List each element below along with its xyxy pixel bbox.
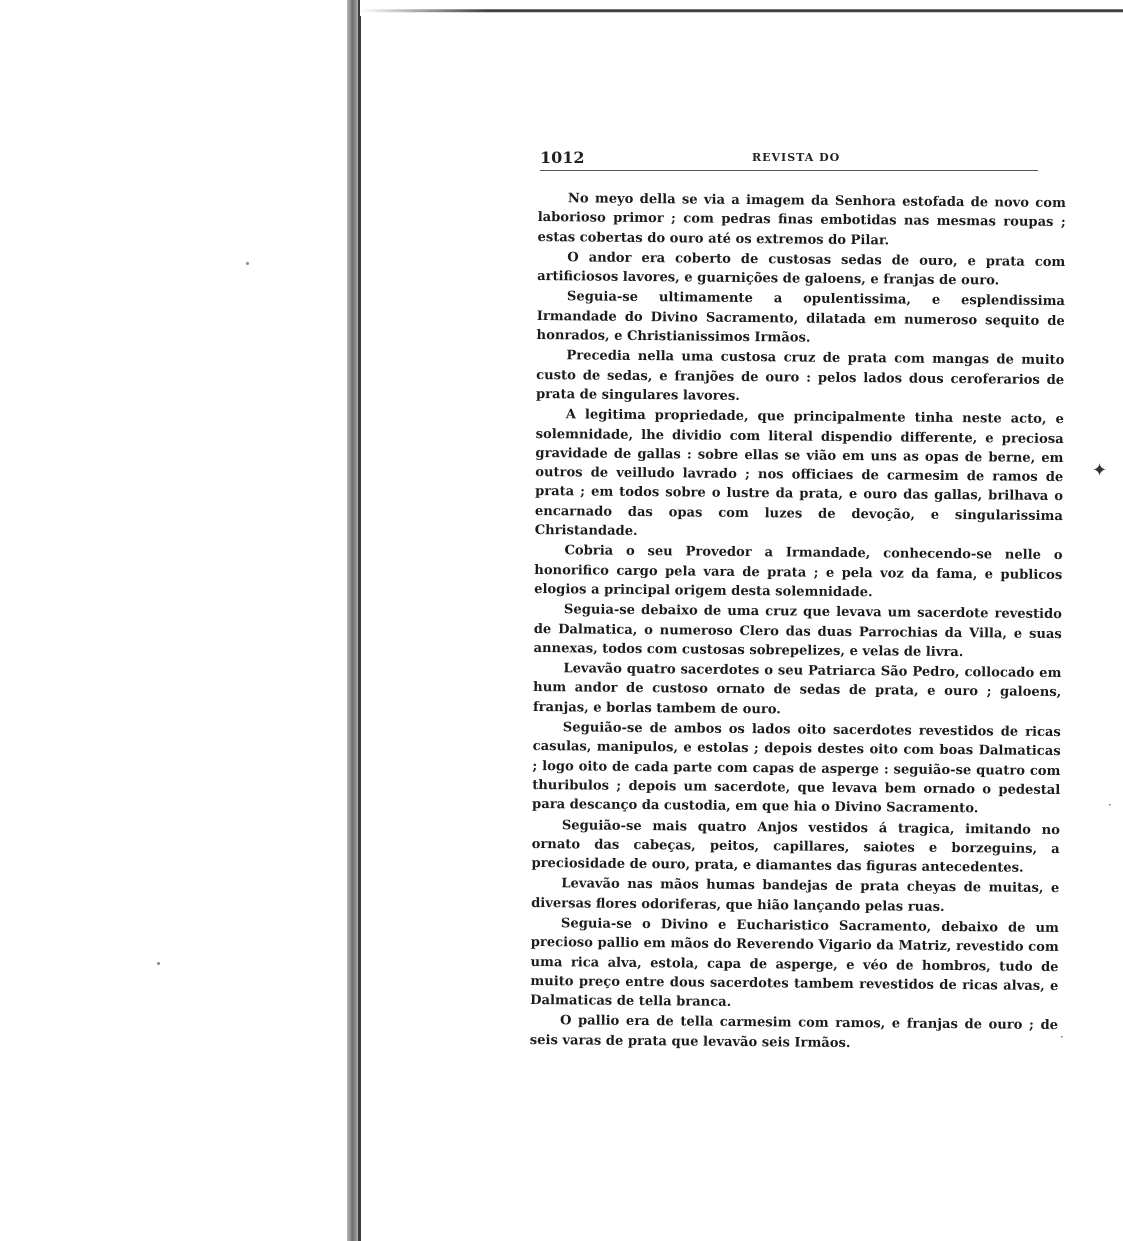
- paper-speck: [157, 962, 160, 965]
- paragraph: Levavão nas mãos humas bandejas de prata cheyas de muitas, e diversas flores odoriferas, que hião lançando pelas ruas.: [531, 876, 1060, 915]
- paragraph: Cobria o seu Provedor a Irmandade, conhecendo-se nelle o honorifico cargo pela vara de prata ; e pela voz da fama, e publicos elogios a principal origem desta solemnidade.: [534, 543, 1063, 601]
- paragraph: A legitima propriedade, que principalmente tinha neste acto, e solemnidade, lhe dividio com literal dispendio differente, e preciosa gravidade de gallas : sobre ellas se vião em uns as opas de berne, em outros de veilludo lavrado ; nos officiaes de carmesim de ramos de prata ; em todos sobre o lustre da prata, e ouro das gallas, brilhava o encarnado das opas com luzes de devoção, e singularissima Christandade.: [534, 407, 1064, 540]
- left-margin: [0, 0, 352, 1241]
- running-head: [540, 146, 1038, 171]
- paragraph: Levavão quatro sacerdotes o seu Patriarca São Pedro, collocado em hum andor de custoso ornato de sedas de prata, e ouro ; galoens, franjas, e borlas tambem de ouro.: [532, 661, 1062, 718]
- paragraph: Precedia nella uma custosa cruz de prata com mangas de muito custo de sedas, e franjões de ouro : pelos lados dous ceroferarios de prata de singulares lavores.: [535, 348, 1065, 404]
- paragraph: O pallio era de tella carmesim com ramos, e franjas de ouro ; de seis varas de prata que levavão seis Irmãos.: [529, 1013, 1059, 1051]
- paragraph: O andor era coberto de custosas sedas de ouro, e prata com artificiosos lavores, e guarnições de galoens, e franjas de ouro.: [537, 250, 1066, 289]
- paragraph: Seguião-se de ambos os lados oito sacerdotes revestidos de ricas casulas, manipulos, e estolas ; depois destes oito com boas Dalmaticas ; logo oito de cada parte com capas de asperge : seguião-se quatro com thuribulos ; depois um sacerdote, que levava bem ornado o pedestal para descanço da custodia, em que hia o Divino Sacramento.: [532, 720, 1061, 817]
- paper-speck: [246, 262, 249, 265]
- page-top-edge-fade: [360, 0, 490, 16]
- margin-mark: ·: [1060, 1030, 1064, 1044]
- paragraph: Seguia-se o Divino e Eucharistico Sacramento, debaixo de um precioso pallio em mãos do Reverendo Vigario da Matriz, revestido com uma rica alva, estola, capa de asperge, e véo de hombros, tudo de muito preço entre dous sacerdotes tambem revestidos de ricas alvas, e Dalmaticas de tella branca.: [530, 916, 1059, 1011]
- paragraph: Seguião-se mais quatro Anjos vestidos á tragica, imitando no ornato das cabeças, peitos, capillares, saiotes e borzeguins, a preciosidade de ouro, prata, e diamantes das figuras antecedentes.: [531, 817, 1060, 876]
- margin-mark: ✦: [1092, 460, 1108, 481]
- paragraph: Seguia-se ultimamente a opulentissima, e esplendissima Irmandade do Divino Sacramento, dilatada em numeroso sequito de honrados, e Christianissimos Irmãos.: [536, 289, 1066, 346]
- margin-mark: ·: [1108, 798, 1112, 812]
- paragraph: Seguia-se debaixo de uma cruz que levava um sacerdote revestido de Dalmatica, o numeroso Clero das duas Parrochias da Villa, e suas annexas, todos com custosas sobrepelizes, e velas de livra.: [533, 602, 1063, 660]
- page-number: 1012: [540, 148, 585, 167]
- body-text: [530, 189, 1066, 1055]
- paragraph: No meyo della se via a imagem da Senhora estofada de novo com laborioso primor ; com pedras finas embotidas nas mesmas roupas ; estas cobertas do ouro até os extremos do Pilar.: [537, 191, 1066, 248]
- running-head-title: REVISTA DO: [752, 151, 841, 164]
